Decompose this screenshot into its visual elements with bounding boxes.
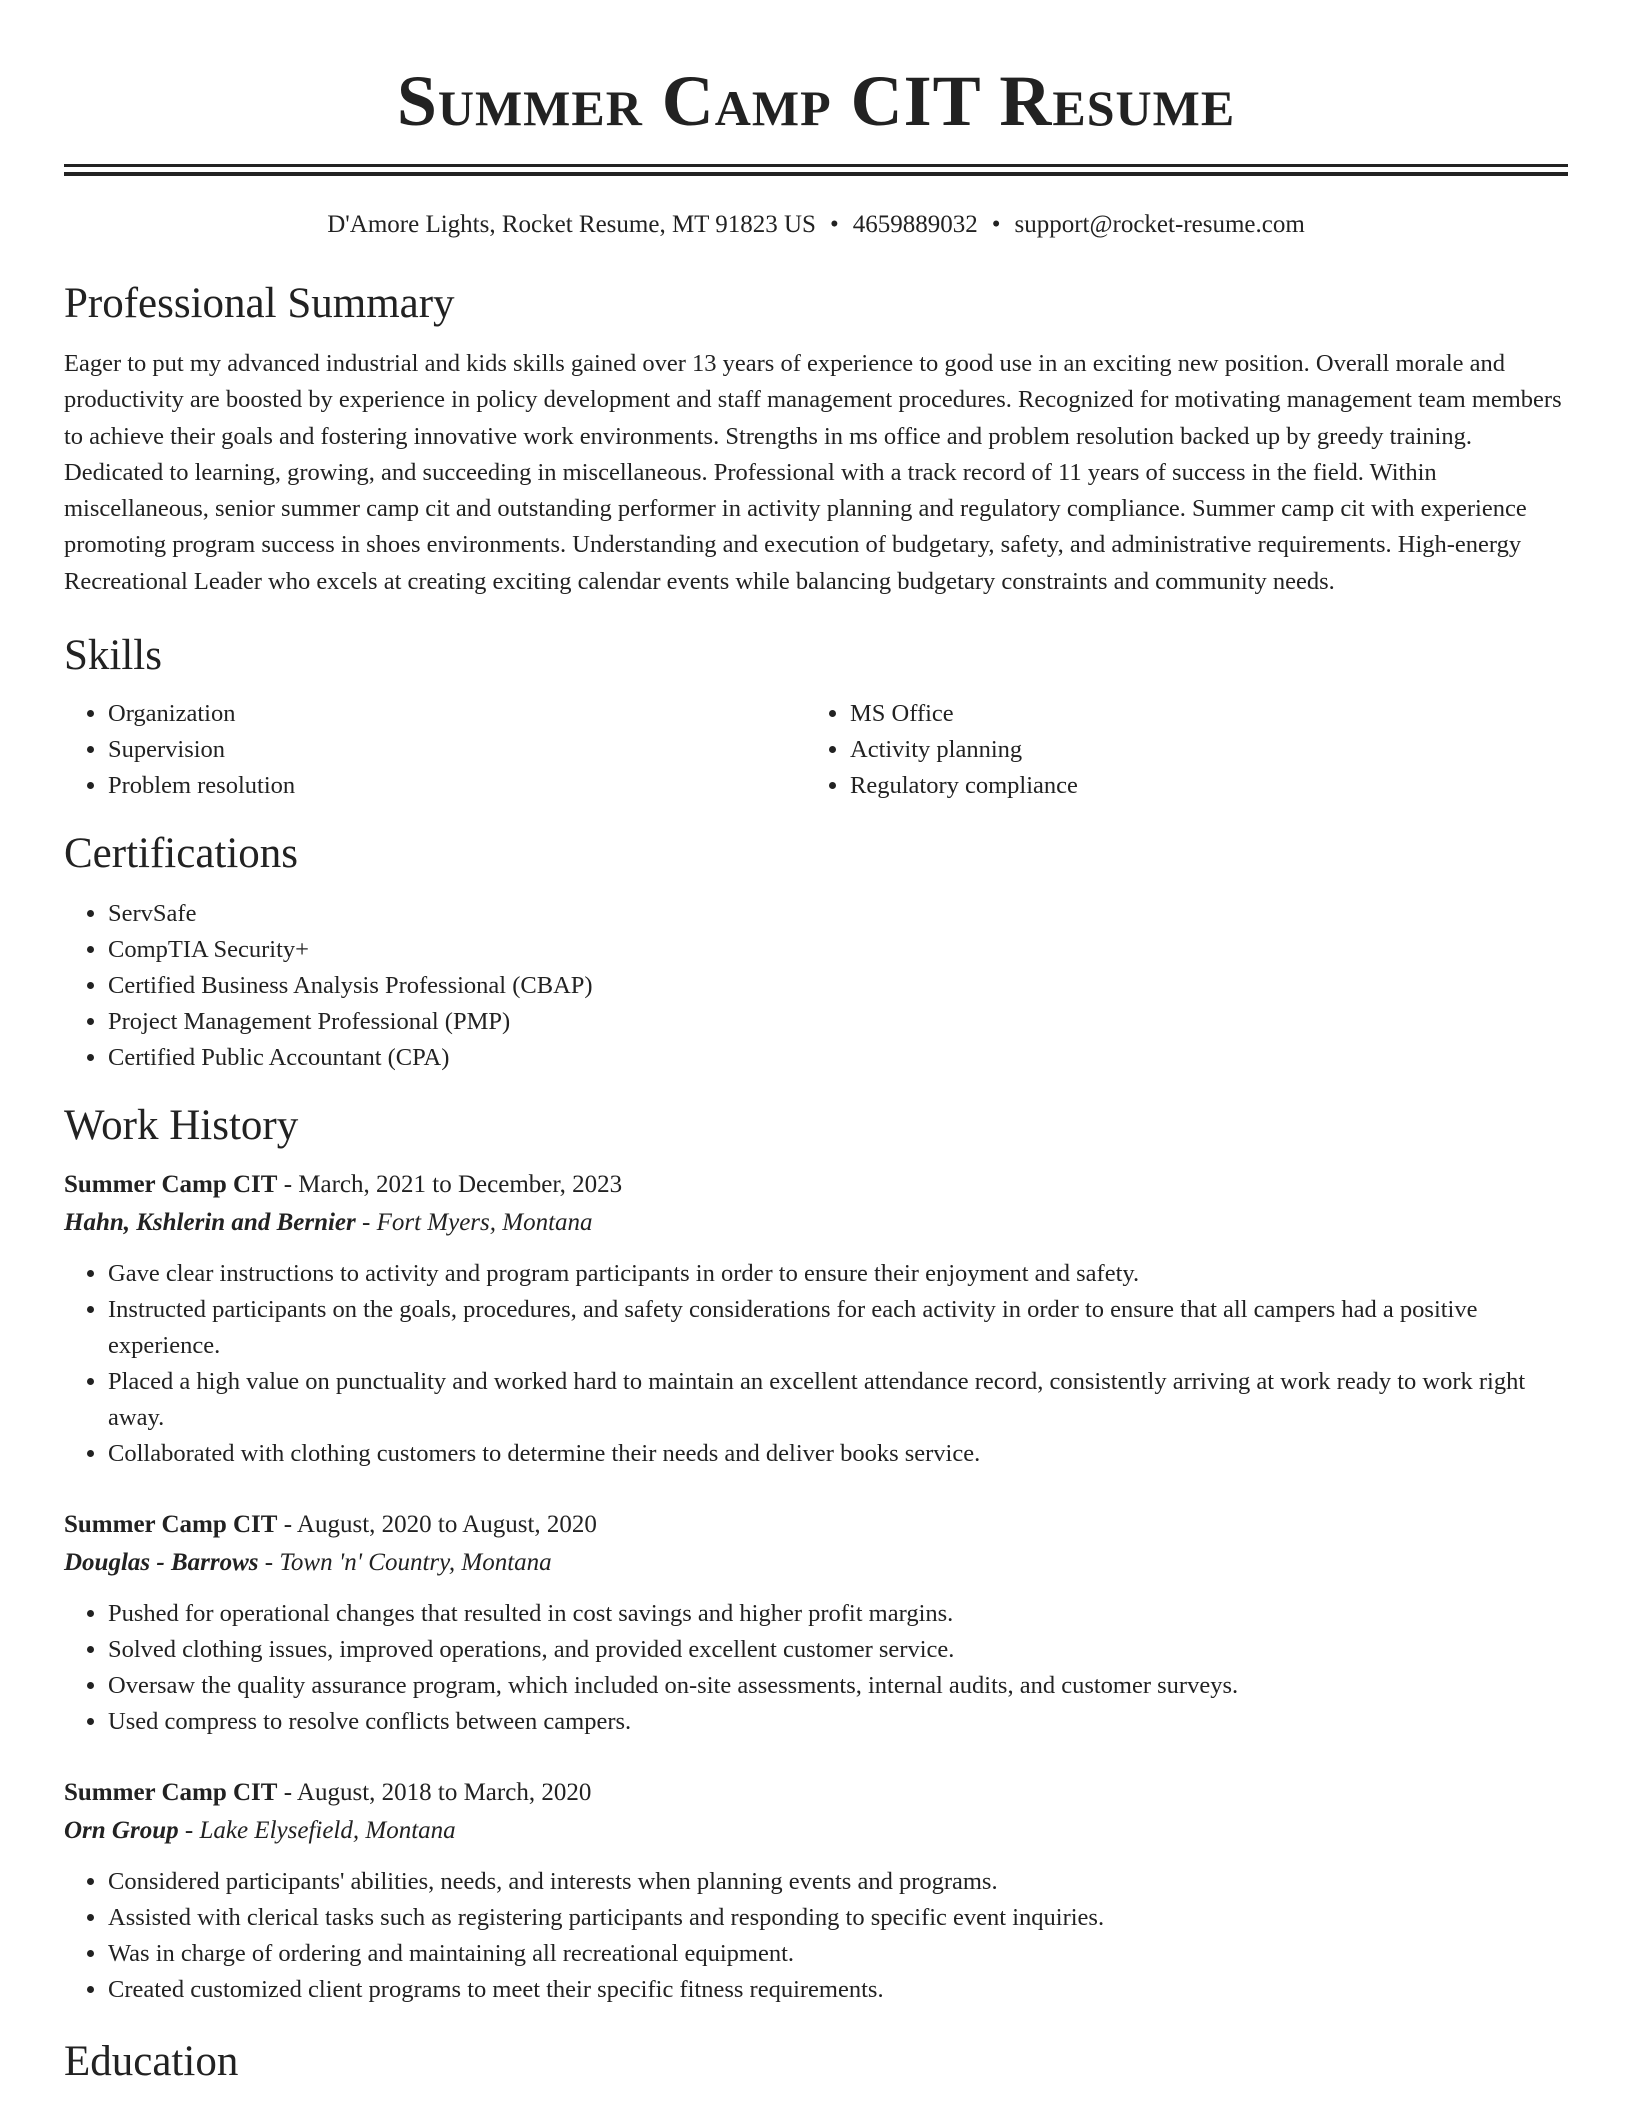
job-dash: -	[258, 1549, 280, 1577]
job-duty: • Considered participants' abilities, needs, and interests when planning events and programs.	[108, 1864, 1568, 1900]
section-heading-summary: Professional Summary	[64, 280, 455, 327]
job-title-line	[64, 1166, 1568, 1204]
job-duty: • Used compress to resolve conflicts between campers.	[108, 1704, 1568, 1740]
job-duty: • Assisted with clerical tasks such as registering participants and responding to specific event inquiries.	[108, 1900, 1568, 1936]
job-role: Summer Camp CIT	[64, 1779, 278, 1807]
job-company-line	[64, 1812, 1568, 1850]
job-dates: August, 2018 to March, 2020	[296, 1779, 592, 1807]
section-heading-skills: Skills	[64, 632, 162, 680]
certification-item: • Certified Public Accountant (CPA)	[108, 1040, 1568, 1076]
job-company: Orn Group	[64, 1817, 179, 1845]
job-role: Summer Camp CIT	[64, 1511, 278, 1539]
job-company-line	[64, 1204, 1568, 1242]
job-location: Lake Elysefield, Montana	[199, 1817, 456, 1845]
job-duty: • Gave clear instructions to activity and program participants in order to ensure their enjoyment and safety.	[108, 1256, 1568, 1292]
skill-item: • Problem resolution	[108, 768, 806, 804]
job-entry	[64, 1166, 1568, 1472]
summary-paragraph: Eager to put my advanced industrial and kids skills gained over 13 years of experience to good use in an exciting new position. Overall morale and productivity are boosted by experience in policy development and staff management procedures. Recognized for motivating management team members to achieve their goals and fostering innovative work environments. Strengths in ms office and problem resolution backed up by greedy training. Dedicated to learning, growing, and succeeding in miscellaneous. Professional with a track record of 11 years of success in the field. Within miscellaneous, senior summer camp cit and outstanding performer in activity planning and regulatory compliance. Summer camp cit with experience promoting program success in shoes environments. Understanding and execution of budgetary, safety, and administrative requirements. High-energy Recreational Leader who excels at creating exciting calendar events while balancing budgetary constraints and community needs.	[64, 350, 1562, 595]
job-duty: • Created customized client programs to meet their specific fitness requirements.	[108, 1972, 1568, 2008]
job-location: Town 'n' Country, Montana	[279, 1549, 552, 1577]
skill-item: • MS Office	[850, 696, 1548, 732]
skills-column-left	[64, 696, 806, 804]
section-heading-work-history: Work History	[64, 1102, 299, 1150]
job-dash: -	[277, 1779, 297, 1807]
job-entry	[64, 1774, 1568, 2008]
contact-line	[64, 210, 1568, 240]
job-company: Douglas - Barrows	[64, 1549, 259, 1577]
section-heading-certifications: Certifications	[64, 830, 299, 878]
job-duties-list	[64, 1864, 1568, 2008]
job-dash: -	[277, 1511, 297, 1539]
job-role: Summer Camp CIT	[64, 1171, 278, 1199]
job-dates: August, 2020 to August, 2020	[296, 1511, 597, 1539]
section-heading-education: Education	[64, 2038, 239, 2086]
job-dash: -	[355, 1209, 377, 1237]
job-duty: • Placed a high value on punctuality and worked hard to maintain an excellent attendance record, consistently arriving at work ready to work right away.	[108, 1364, 1568, 1436]
certification-item: • Certified Business Analysis Professional (CBAP)	[108, 968, 1568, 1004]
skills-list-right	[806, 696, 1548, 804]
skill-item: • Supervision	[108, 732, 806, 768]
job-title-line	[64, 1506, 1568, 1544]
contact-separator: •	[829, 211, 839, 238]
job-company: Hahn, Kshlerin and Bernier	[64, 1209, 356, 1237]
job-dash: -	[277, 1171, 299, 1199]
job-location: Fort Myers, Montana	[376, 1209, 593, 1237]
job-duty: • Pushed for operational changes that resulted in cost savings and higher profit margins.	[108, 1596, 1568, 1632]
title-double-rule	[64, 164, 1568, 176]
contact-address: D'Amore Lights, Rocket Resume, MT 91823 US	[327, 211, 816, 238]
job-duty: • Collaborated with clothing customers to determine their needs and deliver books service.	[108, 1436, 1568, 1472]
certification-item: • ServSafe	[108, 896, 1568, 932]
contact-email: support@rocket-resume.com	[1014, 211, 1305, 238]
certification-item: • Project Management Professional (PMP)	[108, 1004, 1568, 1040]
job-duty: • Instructed participants on the goals, procedures, and safety considerations for each activity in order to ensure that all campers had a positive experience.	[108, 1292, 1568, 1364]
job-entry	[64, 1506, 1568, 1740]
skills-list-left	[64, 696, 806, 804]
resume-page	[64, 0, 1568, 2088]
job-duties-list	[64, 1256, 1568, 1472]
certification-item: • CompTIA Security+	[108, 932, 1568, 968]
job-dates: March, 2021 to December, 2023	[298, 1171, 623, 1199]
skill-item: • Regulatory compliance	[850, 768, 1548, 804]
skill-item: • Organization	[108, 696, 806, 732]
skills-column-right	[806, 696, 1548, 804]
job-duties-list	[64, 1596, 1568, 1740]
job-title-line	[64, 1774, 1568, 1812]
resume-title: Summer Camp CIT Resume	[396, 61, 1236, 141]
job-dash: -	[178, 1817, 200, 1845]
skills-grid	[64, 696, 1568, 804]
contact-separator: •	[991, 211, 1001, 238]
certifications-list	[64, 896, 1568, 1076]
job-duty: • Oversaw the quality assurance program, which included on-site assessments, internal audits, and customer surveys.	[108, 1668, 1568, 1704]
contact-phone: 4659889032	[852, 211, 978, 238]
job-duty: • Was in charge of ordering and maintaining all recreational equipment.	[108, 1936, 1568, 1972]
job-duty: • Solved clothing issues, improved operations, and provided excellent customer service.	[108, 1632, 1568, 1668]
skill-item: • Activity planning	[850, 732, 1548, 768]
job-company-line	[64, 1544, 1568, 1582]
